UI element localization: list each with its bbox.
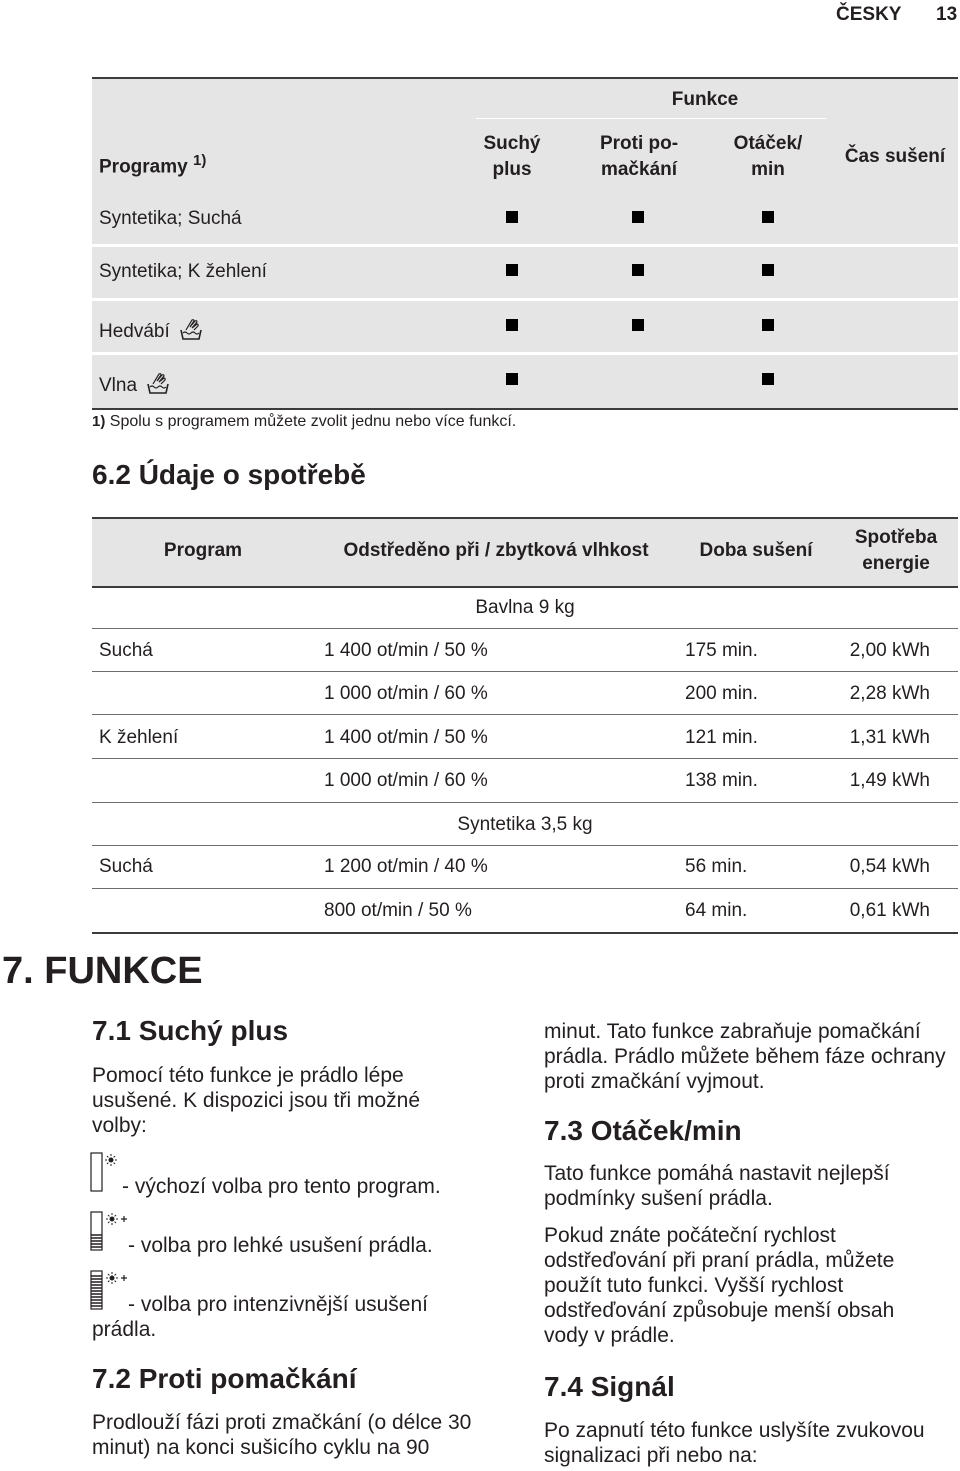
row-program: Suchá bbox=[99, 640, 153, 661]
page-number: 13 bbox=[936, 4, 958, 25]
program-name: Vlna bbox=[99, 375, 138, 396]
row-spin: 1 000 ot/min / 60 % bbox=[324, 683, 488, 704]
header-rule bbox=[92, 586, 958, 588]
section-7-3-text-1: Tato funkce pomáhá nastavit nejlepší podmínky sušení prádla. bbox=[544, 1162, 890, 1210]
dry-plus-mark bbox=[506, 211, 518, 223]
section-7-2-continued: minut. Tato funkce zabraňuje pomačkání prádla. Prádlo můžete během fáze ochrany proti zmačkání vyjmout. bbox=[544, 1020, 946, 1093]
row-duration: 138 min. bbox=[685, 770, 758, 791]
hand-wash-icon bbox=[179, 317, 203, 341]
row-rule bbox=[92, 802, 958, 803]
program-name: Syntetika; K žehlení bbox=[99, 261, 267, 282]
row-duration: 64 min. bbox=[685, 900, 748, 921]
program-name: Hedvábí bbox=[99, 321, 170, 342]
row-separator bbox=[92, 298, 958, 301]
program-name-silk bbox=[99, 317, 203, 345]
row-rule bbox=[92, 671, 958, 672]
dry-plus-mark bbox=[506, 373, 518, 385]
anti-crease-mark bbox=[632, 319, 644, 331]
rpm-mark bbox=[762, 319, 774, 331]
option-default bbox=[90, 1152, 124, 1199]
group-title-synthetics: Syntetika 3,5 kg bbox=[457, 814, 593, 835]
row-spin: 1 200 ot/min / 40 % bbox=[324, 856, 488, 877]
functions-group-header: Funkce bbox=[671, 89, 739, 110]
row-duration: 56 min. bbox=[685, 856, 748, 877]
section-7-1-heading: 7.1 Suchý plus bbox=[92, 1015, 289, 1046]
anti-crease-mark bbox=[632, 264, 644, 276]
section-7-heading: 7. FUNKCE bbox=[2, 950, 203, 992]
section-7-2-heading: 7.2 Proti pomačkání bbox=[92, 1363, 357, 1394]
section-6-2-heading: 6.2 Údaje o spotřebě bbox=[92, 459, 366, 490]
row-spin: 1 400 ot/min / 50 % bbox=[324, 640, 488, 661]
program-name: Syntetika; Suchá bbox=[99, 208, 242, 229]
option-light bbox=[90, 1211, 130, 1258]
header-language: ČESKY bbox=[836, 4, 902, 25]
col-dry-plus-header: Suchý plus bbox=[483, 133, 541, 180]
row-duration: 121 min. bbox=[685, 727, 758, 748]
rpm-mark bbox=[762, 211, 774, 223]
row-energy: 1,31 kWh bbox=[849, 727, 930, 748]
section-7-3-text-2: Pokud znáte počáteční rychlost odstřeďování při praní prádla, můžete použít tuto funkci. Vyšší rychlost odstřeďování způsobuje menší obsah vody v prádle. bbox=[544, 1224, 895, 1347]
row-rule bbox=[92, 628, 958, 629]
section-7-4-text: Po zapnutí této funkce uslyšíte zvukovou signalizaci při nebo na: bbox=[544, 1419, 925, 1467]
col-rpm-header: Otáček/ min bbox=[733, 133, 803, 180]
row-energy: 1,49 kWh bbox=[849, 770, 930, 791]
row-program: Suchá bbox=[99, 856, 153, 877]
row-separator bbox=[92, 352, 958, 355]
row-energy: 2,28 kWh bbox=[849, 683, 930, 704]
anti-crease-mark bbox=[632, 211, 644, 223]
row-rule bbox=[92, 714, 958, 715]
rpm-mark bbox=[762, 264, 774, 276]
rpm-mark bbox=[762, 373, 774, 385]
row-separator bbox=[92, 244, 958, 247]
dry-level-default-icon bbox=[90, 1152, 124, 1194]
row-energy: 0,61 kWh bbox=[849, 900, 930, 921]
dry-plus-mark bbox=[506, 319, 518, 331]
row-energy: 0,54 kWh bbox=[849, 856, 930, 877]
dry-plus-mark bbox=[506, 264, 518, 276]
option-light-text: - volba pro lehké usušení prádla. bbox=[128, 1234, 433, 1257]
col-duration-header: Doba sušení bbox=[699, 540, 813, 561]
functions-group-underline bbox=[476, 118, 826, 119]
hand-wash-icon bbox=[146, 371, 170, 395]
row-rule bbox=[92, 888, 958, 889]
row-spin: 1 400 ot/min / 50 % bbox=[324, 727, 488, 748]
dry-level-light-icon bbox=[90, 1211, 130, 1253]
col-program-header: Program bbox=[163, 540, 243, 561]
col-anti-crease-header: Proti po-mačkání bbox=[599, 133, 679, 180]
row-rule bbox=[92, 758, 958, 759]
col-programs-header: Programy $^{1)}$ bbox=[99, 152, 207, 178]
col-spin-header: Odstředěno při / zbytková vlhkost bbox=[343, 540, 649, 561]
group-title-cotton: Bavlna 9 kg bbox=[475, 597, 575, 618]
section-7-3-heading: 7.3 Otáček/min bbox=[544, 1115, 742, 1146]
col-energy-header: Spotřeba energie bbox=[854, 527, 938, 574]
row-duration: 200 min. bbox=[685, 683, 758, 704]
option-intense-text: - volba pro intenzivnější usušení prádla. bbox=[92, 1293, 428, 1341]
row-duration: 175 min. bbox=[685, 640, 758, 661]
row-program: K žehlení bbox=[99, 727, 179, 748]
section-7-2-text: Prodlouží fázi proti zmačkání (o délce 30 minut) na konci sušicího cyklu na 90 bbox=[92, 1411, 472, 1459]
option-default-text: - výchozí volba pro tento program. bbox=[122, 1175, 441, 1198]
row-rule bbox=[92, 845, 958, 846]
row-energy: 2,00 kWh bbox=[849, 640, 930, 661]
section-7-1-intro: Pomocí této funkce je prádlo lépe usušené. K dispozici jsou tři možné volby: bbox=[92, 1064, 420, 1137]
table-bottom-rule bbox=[92, 408, 958, 410]
table-bottom-rule bbox=[92, 932, 958, 934]
row-spin: 1 000 ot/min / 60 % bbox=[324, 770, 488, 791]
section-7-4-heading: 7.4 Signál bbox=[544, 1371, 675, 1402]
col-dry-time-header: Čas sušení bbox=[844, 146, 946, 167]
program-name-wool bbox=[99, 371, 170, 399]
footnote: 1) Spolu s programem můžete zvolit jednu nebo více funkcí. bbox=[92, 413, 517, 430]
row-spin: 800 ot/min / 50 % bbox=[324, 900, 472, 921]
